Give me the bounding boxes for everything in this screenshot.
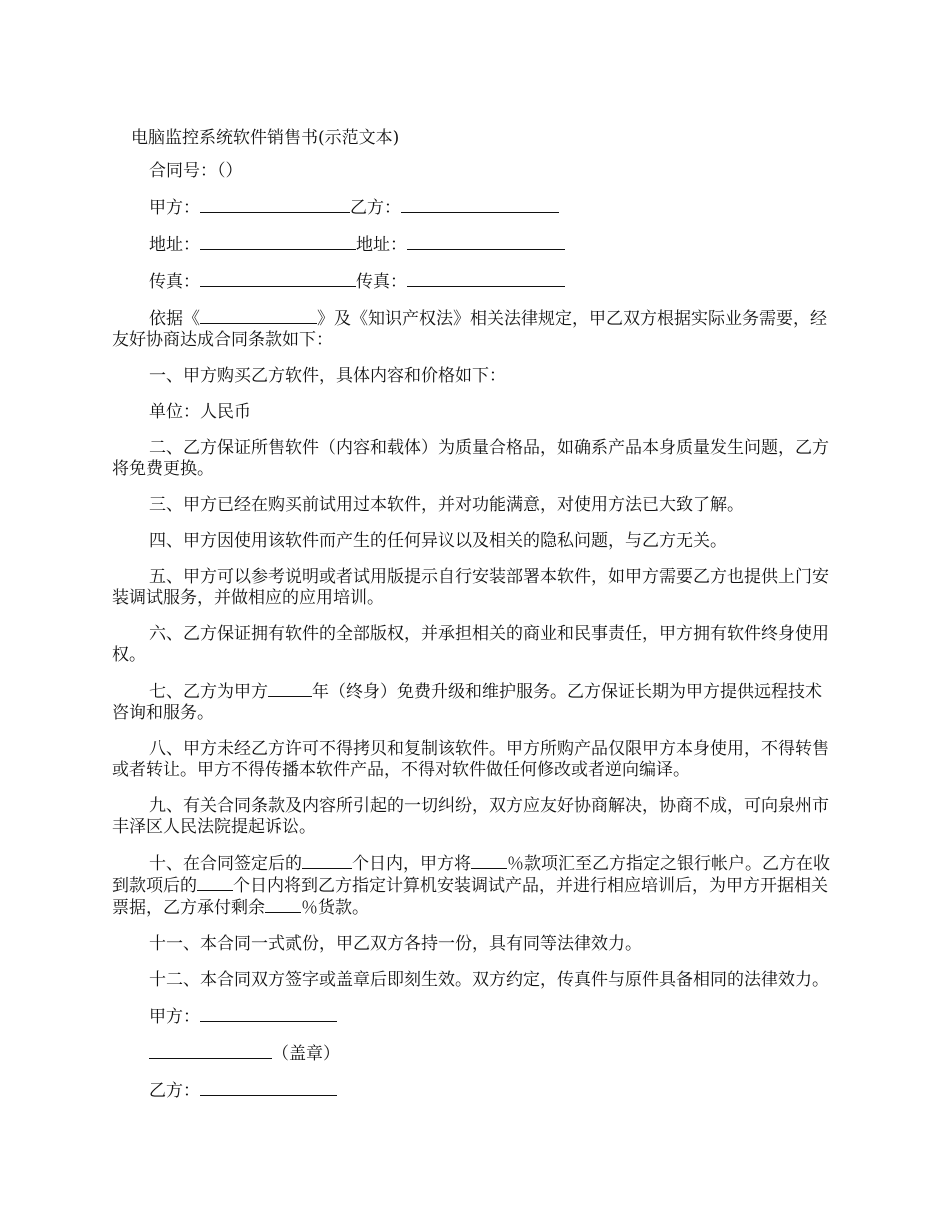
- law-name-blank[interactable]: [200, 308, 317, 324]
- signature-party-b-blank[interactable]: [200, 1080, 337, 1096]
- signature-party-b: [112, 1080, 838, 1102]
- signature-seal: [112, 1043, 838, 1065]
- signature-party-a: [112, 1006, 838, 1028]
- basis-suffix: 》及《知识产权法》相关法律规定，甲乙双方根据实际业务需要，经友好协商达成合同条款如下：: [112, 309, 827, 350]
- clause-10-part-e: ％货款。: [301, 898, 369, 918]
- clause-9: 九、有关合同条款及内容所引起的一切纠纷，双方应友好协商解决，协商不成，可向泉州市丰泽区人民法院提起诉讼。: [112, 796, 829, 837]
- party-a-label: 甲方：: [149, 198, 200, 218]
- party-b-label: 乙方：: [350, 198, 401, 218]
- percent-blank-1[interactable]: [471, 853, 507, 869]
- clause-4: 四、甲方因使用该软件而产生的任何异议以及相关的隐私问题，与乙方无关。: [149, 531, 727, 551]
- days-blank-1[interactable]: [302, 853, 352, 869]
- days-blank-2[interactable]: [197, 875, 233, 891]
- signature-party-b-label: 乙方：: [149, 1081, 200, 1101]
- clause-2: 二、乙方保证所售软件（内容和载体）为质量合格品，如确系产品本身质量发生问题，乙方将免费更换。: [112, 438, 829, 479]
- currency-unit: 单位：人民币: [149, 402, 251, 422]
- clause-8: 八、甲方未经乙方许可不得拷贝和复制该软件。甲方所购产品仅限甲方本身使用，不得转售或者转让。甲方不得传播本软件产品，不得对软件做任何修改或者逆向编译。: [112, 739, 829, 780]
- clause-10-part-a: 十、在合同签定后的: [149, 854, 302, 874]
- fax-a-blank[interactable]: [200, 271, 356, 287]
- signature-party-a-label: 甲方：: [149, 1007, 200, 1027]
- party-a-blank[interactable]: [200, 197, 350, 213]
- clause-11: 十一、本合同一式贰份，甲乙双方各持一份，具有同等法律效力。: [149, 934, 642, 954]
- clause-12: 十二、本合同双方签字或盖章后即刻生效。双方约定，传真件与原件具备相同的法律效力。: [149, 970, 829, 990]
- document-title: 电脑监控系统软件销售书(示范文本): [131, 128, 400, 148]
- percent-blank-2[interactable]: [265, 897, 301, 913]
- parties-line: [112, 197, 838, 219]
- address-b-label: 地址：: [356, 235, 407, 255]
- basis-prefix: 依据《: [149, 309, 200, 329]
- clause-10-part-c: ％款项汇至乙方指定之银行帐户。乙方在收到款项后的: [112, 854, 830, 896]
- address-line: [112, 234, 838, 256]
- clause-10-part-d: 个日内将到乙方指定计算机安装调试产品，并进行相应培训后，为甲方开据相关票据，乙方承付剩余: [112, 876, 828, 918]
- clause-5: 五、甲方可以参考说明或者试用版提示自行安装部署本软件，如甲方需要乙方也提供上门安装调试服务，并做相应的应用培训。: [112, 567, 829, 608]
- fax-a-label: 传真：: [149, 272, 200, 292]
- years-blank[interactable]: [268, 681, 312, 697]
- address-b-blank[interactable]: [407, 234, 565, 250]
- address-a-label: 地址：: [149, 235, 200, 255]
- party-b-blank[interactable]: [401, 197, 559, 213]
- clause-7-prefix: 七、乙方为甲方: [149, 682, 268, 702]
- clause-10: [112, 853, 838, 919]
- fax-line: [112, 271, 838, 293]
- seal-label: （盖章）: [272, 1044, 340, 1064]
- clause-10-part-b: 个日内，甲方将: [352, 854, 471, 874]
- seal-blank[interactable]: [149, 1043, 272, 1059]
- basis-paragraph: [112, 308, 838, 351]
- signature-party-a-blank[interactable]: [200, 1006, 337, 1022]
- address-a-blank[interactable]: [200, 234, 356, 250]
- clause-6: 六、乙方保证拥有软件的全部版权，并承担相关的商业和民事责任，甲方拥有软件终身使用权。: [112, 624, 829, 665]
- contract-number: 合同号：（）: [149, 161, 243, 181]
- fax-b-blank[interactable]: [407, 271, 565, 287]
- clause-1: 一、甲方购买乙方软件，具体内容和价格如下：: [149, 366, 506, 386]
- contract-body: [112, 161, 838, 1117]
- fax-b-label: 传真：: [356, 272, 407, 292]
- clause-3: 三、甲方已经在购买前试用过本软件，并对功能满意，对使用方法已大致了解。: [149, 495, 744, 515]
- clause-7-suffix: 年（终身）免费升级和维护服务。乙方保证长期为甲方提供远程技术咨询和服务。: [112, 682, 822, 723]
- clause-7: [112, 681, 838, 724]
